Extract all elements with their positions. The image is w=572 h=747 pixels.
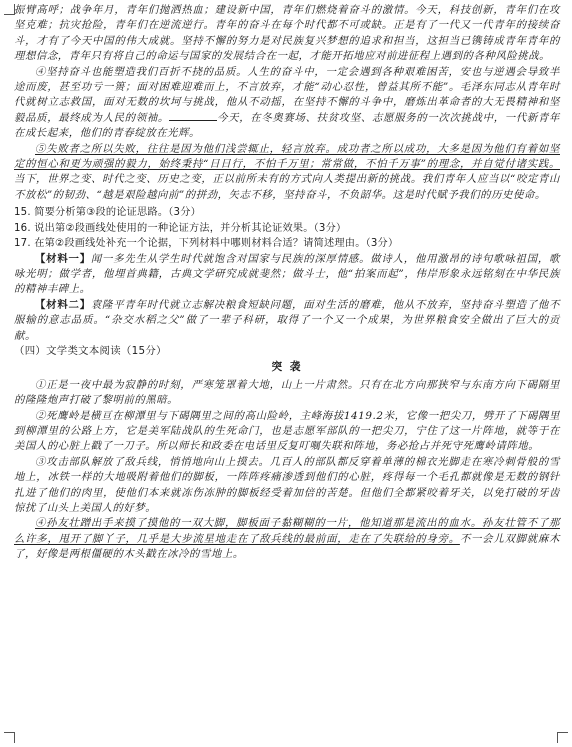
paragraph-5-rest: 当下，世界之变、时代之变、历史之变，正以前所未有的方式向人类提出新的挑战。我们青年人应当以“咬定青山不放松”的韧劲、“越是艰险越向前”的拼劲，矢志不移，坚持奋斗，不负韶华。这是时代赋予我们的历史使命。	[14, 173, 560, 201]
corner-mark-bottom-right	[557, 732, 568, 743]
question-15: 15. 简要分析第③段的论证思路。（3分）	[14, 207, 201, 219]
paragraph-4	[14, 65, 560, 142]
page-content	[14, 3, 560, 563]
material-2-text: 袁隆平青年时代就立志解决粮食短缺问题，面对生活的磨难，他从不放弃，坚持奋斗塑造了他不服输的意志品质。“杂交水稻之父”做了一辈子科研，取得了一个又一个成果，为世界粮食安全做出了巨大的贡献。	[14, 298, 560, 342]
material-1-text: 闻一多先生从学生时代就饱含对国家与民族的深厚情感。做诗人，他用激昂的诗句歌咏祖国，歌咏光明；做学者，他埋首典籍，古典文学研究成就斐然；做斗士，他“拍案而起”，伟岸形象永远铭刻在中华民族的精神丰碑上。	[14, 252, 560, 296]
question-17: 17. 在第②段画线处补充一个论据，下列材料中哪则材料合适？请简述理由。（3分）	[14, 238, 399, 250]
paragraph-5-underlined: ⑤失败者之所以失败，往往是因为他们浅尝辄止，轻言放弃。成功者之所以成功，大多是因为他们有着如坚定的恒心和更为顽强的毅力，始终秉持“日日行，不怕千万里；常常做，不怕千万事”的理念，并自觉付诸实践。	[14, 142, 560, 171]
paragraph-5	[14, 142, 560, 204]
fill-in-blank	[169, 111, 217, 121]
material-2-label: 【材料二】	[35, 298, 91, 311]
section-4-heading: （四）文学类文本阅读（15分）	[14, 344, 167, 357]
story-title: 突 袭	[271, 361, 303, 374]
story-paragraph-1: ①正是一夜中最为寂静的时刻，严寒笼罩着大地，山上一片肃然。只有在北方向那狭窄与东南方向下碣隔里的隆隆炮声打破了黎明前的黑暗。	[14, 378, 560, 407]
material-2	[14, 298, 560, 344]
paragraph-4-part-2: 今天，在冬奥赛场、扶贫攻坚、志愿服务的一次次挑战中，一代新青年在成长起来，他们的青春绽放在光辉。	[14, 111, 561, 140]
story-paragraph-4-underlined: ④孙友壮蹭出手来摸了摸他的一双大脚，脚板面子黏糊糊的一片，他知道那是流出的血水。孙友壮管不了那么许多，甩开了脚丫子，几乎是大步流星地走在了敌兵线的最前面，走在了失联给的身旁。	[14, 517, 560, 545]
story-paragraph-2: ②死鹰岭是横亘在柳潭里与下碣隅里之间的高山险岭，主峰海拔1419.2米，它像一把尖刀，劈开了下碣隅里到柳潭里的公路上方，它是美军陆战队的生死命门，也是志愿军部队的一把尖刀，宁住了这一片阵地，就等于在美国人的心脏上戳了一刀子。所以师长和政委在电话里反复叮嘱失联和阵地，务必抢占并死守死鹰岭请阵地。	[14, 409, 560, 453]
corner-mark-bottom-left	[4, 732, 15, 743]
paragraph-3-continuation: 振臂高呼；战争年月，青年们抛洒热血；建设新中国，青年们燃烧着奋斗的激情。今天，科技创新，青年们在攻坚克难；抗灾抢险，青年们在逆流逆行。青年的奋斗在每个时代都不可或缺。正是有了一代又一代青年的接续奋斗，才有了今天中国的伟大成就。坚持不懈的努力是对民族复兴梦想的追求和担当，这担当已镌铸成青年青年的理想信念，青年只有将自己的命运与国家的发展结合在一起，才能开拓地应对前进征程上遇到的各种风险挑战。	[14, 4, 560, 63]
story-paragraph-3: ③攻击部队解放了敌兵线，悄悄地向山上摸去。几百人的部队都反穿着单薄的棉衣光脚走在寒冷刺骨般的雪地上，冰铁一样的大地吸附着他们的脚板，一阵阵疼痛渗透到他们的心脏，疼得每一个毛孔都就像是无数的钢针扎进了他们的肉里，使他们本来就冻伤冻肿的脚板经受着加倍的苦楚。但他们全都紧咬着牙关，以免打破的牙齿惊扰了山头上美国人的好梦。	[14, 455, 560, 514]
story-paragraph-4-rest: 不一会儿双脚就麻木了，好像是两根僵硬的木头戳在冰冷的雪地上。	[14, 532, 561, 561]
material-1	[14, 252, 560, 298]
question-16: 16. 说出第②段画线处使用的一种论证方法，并分析其论证效果。（3分）	[14, 222, 347, 234]
paragraph-4-part-1: ④坚持奋斗也能塑造我们百折不挠的品质。人生的奋斗中，一定会遇到各种艰难困苦，安也与逆遇会导致半途而废，甚至功亏一篑；面对困难迎难而上，不言放弃，才能“动心忍性，曾益其所不能”。毛泽东同志从青年时代就树立志救国，面对无数的坎坷与挑战，他从不动摇，在坚持不懈的斗争中，磨炼出革命者的大无畏精神和坚毅品质，最终成为人民的领袖。	[14, 65, 560, 124]
material-1-label: 【材料一】	[35, 252, 91, 265]
story-paragraph-4	[14, 516, 560, 562]
